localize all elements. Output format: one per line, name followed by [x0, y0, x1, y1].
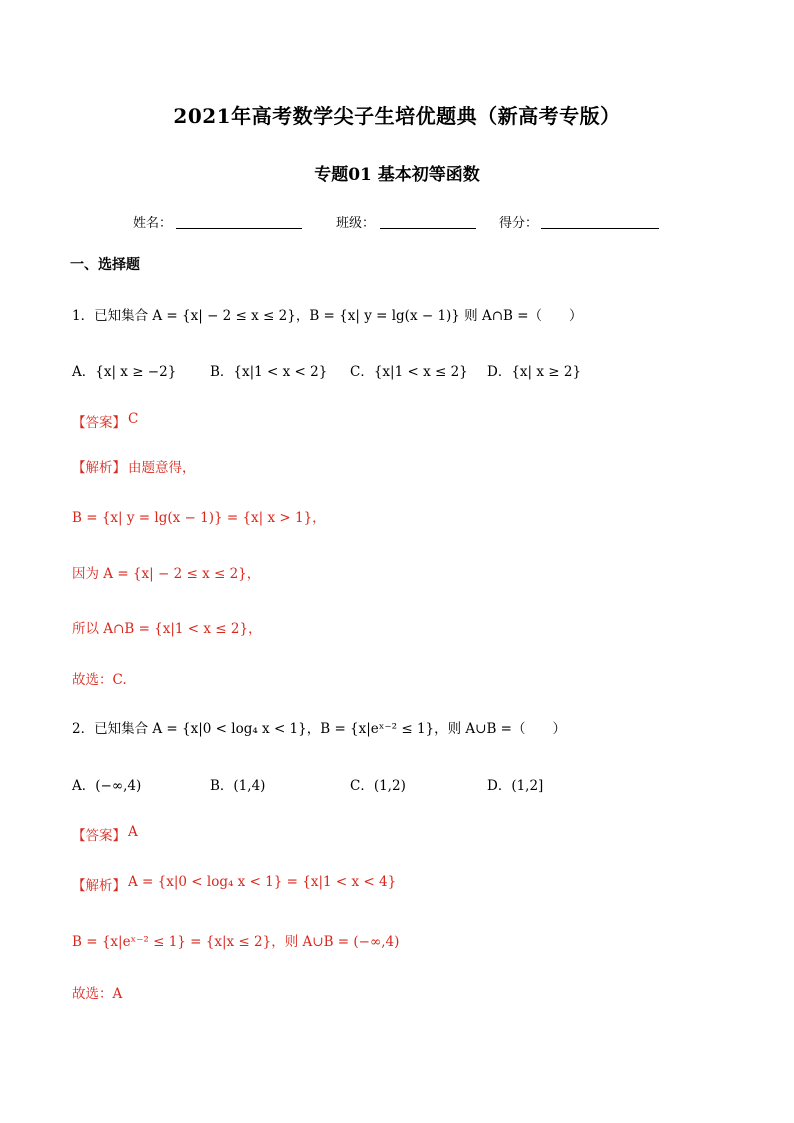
page-subtitle: 专题01 基本初等函数	[314, 165, 480, 185]
question-1-option-c: C．{x|1 < x ≤ 2}	[350, 364, 468, 380]
question-1-answer-tag: 【答案】	[72, 415, 126, 431]
question-2-option-c: C．(1,2)	[350, 778, 406, 794]
question-2-stem: 2．已知集合 A = {x|0 < log₄ x < 1}，B = {x|eˣ⁻² ≤ 1}，则 A∪B =（ ）	[72, 721, 566, 737]
question-2-answer: A	[128, 824, 138, 840]
question-2-option-a: A．(−∞,4)	[72, 778, 142, 794]
score-blank	[541, 214, 659, 229]
name-label: 姓名：	[133, 216, 173, 231]
question-1-answer: C	[128, 411, 139, 427]
question-1-stem: 1．已知集合 A = {x| − 2 ≤ x ≤ 2}，B = {x| y = lg(x − 1)} 则 A∩B =（ ）	[72, 308, 583, 324]
class-label: 班级：	[336, 216, 376, 231]
name-blank	[176, 214, 302, 229]
question-1-conclusion: 故选：C.	[72, 672, 127, 688]
section-heading: 一、选择题	[70, 257, 140, 273]
question-1-option-b: B．{x|1 < x < 2}	[210, 364, 328, 380]
question-2-analysis-line: B = {x|eˣ⁻² ≤ 1} = {x|x ≤ 2}，则 A∪B = (−∞,4)	[72, 934, 400, 950]
question-2-analysis-tag: 【解析】	[72, 878, 126, 894]
class-blank	[380, 214, 476, 229]
question-1-analysis-tag: 【解析】	[72, 460, 126, 476]
question-1-analysis-line: 由题意得，	[128, 460, 196, 476]
question-1-option-d: D．{x| x ≥ 2}	[487, 364, 582, 380]
question-2-conclusion: 故选：A	[72, 986, 123, 1002]
question-2-option-b: B．(1,4)	[210, 778, 266, 794]
question-1-analysis-line: B = {x| y = lg(x − 1)} = {x| x > 1}，	[72, 510, 326, 526]
page-title: 2021年高考数学尖子生培优题典（新高考专版）	[173, 104, 621, 128]
question-1-analysis-line: 所以 A∩B = {x|1 < x ≤ 2}，	[72, 621, 262, 637]
question-2-answer-tag: 【答案】	[72, 828, 126, 844]
question-1-analysis-line: 因为 A = {x| − 2 ≤ x ≤ 2}，	[72, 566, 261, 582]
question-1-option-a: A．{x| x ≥ −2}	[72, 364, 177, 380]
question-2-option-d: D．(1,2]	[487, 778, 544, 794]
score-label: 得分：	[499, 216, 539, 231]
question-2-analysis-line: A = {x|0 < log₄ x < 1} = {x|1 < x < 4}	[128, 874, 397, 890]
